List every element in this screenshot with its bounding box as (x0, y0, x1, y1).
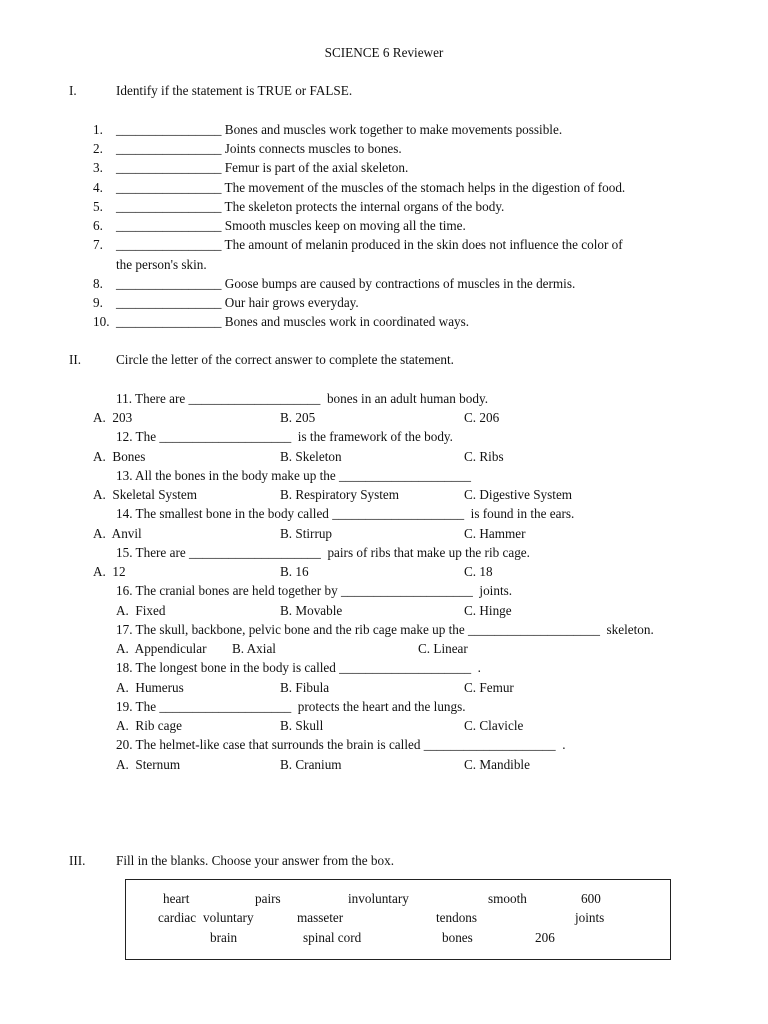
item-number: 9. (93, 295, 103, 310)
choice-c: C. Hammer (464, 526, 526, 541)
choice-a: A. 12 (93, 564, 126, 579)
section-1-instruction: Identify if the statement is TRUE or FALSE. (116, 83, 353, 98)
choice-a: A. Anvil (93, 526, 142, 541)
choice-c: C. Femur (464, 680, 514, 695)
question: 17. The skull, backbone, pelvic bone and the rib cage make up the ____________________ skeleton. (116, 622, 654, 637)
true-false-item: ________________ Joints connects muscles to bones. (116, 141, 402, 156)
question: 12. The ____________________ is the framework of the body. (116, 429, 453, 444)
word-bank-item: brain (210, 930, 238, 945)
true-false-item: ________________ Smooth muscles keep on moving all the time. (116, 218, 466, 233)
true-false-item: ________________ The movement of the muscles of the stomach helps in the digestion of food. (116, 180, 626, 195)
item-number: 4. (93, 180, 103, 195)
choice-b: B. Fibula (280, 680, 330, 695)
choice-b: B. Cranium (280, 757, 342, 772)
true-false-item: ________________ Bones and muscles work together to make movements possible. (116, 122, 563, 137)
section-2-instruction: Circle the letter of the correct answer to complete the statement. (116, 352, 454, 367)
choice-a: A. Sternum (116, 757, 181, 772)
word-bank-item: voluntary (203, 910, 254, 925)
choice-a: A. Appendicular (116, 641, 207, 656)
item-number: 1. (93, 122, 103, 137)
choice-c: C. Clavicle (464, 718, 524, 733)
item-number: 6. (93, 218, 103, 233)
word-bank-item: 600 (581, 891, 601, 906)
choice-a: A. Skeletal System (93, 487, 198, 502)
choice-a: A. Humerus (116, 680, 184, 695)
section-3-instruction: Fill in the blanks. Choose your answer from the box. (116, 853, 394, 868)
item-number: 10. (93, 314, 110, 329)
choice-b: B. 16 (280, 564, 309, 579)
question: 14. The smallest bone in the body called ____________________ is found in the ears. (116, 506, 575, 521)
word-bank-item: tendons (436, 910, 478, 925)
item-number: 2. (93, 141, 103, 156)
section-2-numeral: II. (69, 352, 82, 367)
word-bank-item: cardiac (158, 910, 197, 925)
choice-c: C. Linear (418, 641, 468, 656)
choice-b: B. Skull (280, 718, 324, 733)
word-bank-item: involuntary (348, 891, 409, 906)
question: 19. The ____________________ protects the heart and the lungs. (116, 699, 466, 714)
item-number: 8. (93, 276, 103, 291)
choice-b: B. 205 (280, 410, 316, 425)
item-number: 3. (93, 160, 103, 175)
question: 20. The helmet-like case that surrounds the brain is called ____________________ . (116, 737, 566, 752)
item-number: 5. (93, 199, 103, 214)
true-false-item-continuation: the person's skin. (116, 257, 207, 272)
true-false-item: ________________ The amount of melanin produced in the skin does not influence the color of (116, 237, 623, 252)
question: 11. There are ____________________ bones in an adult human body. (116, 391, 488, 406)
question: 13. All the bones in the body make up the ____________________ (116, 468, 471, 483)
word-bank-item: spinal cord (303, 930, 362, 945)
choice-b: B. Axial (232, 641, 276, 656)
choice-c: C. Hinge (464, 603, 512, 618)
section-1-numeral: I. (69, 83, 77, 98)
true-false-item: ________________ Femur is part of the axial skeleton. (116, 160, 409, 175)
word-bank-item: joints (575, 910, 605, 925)
choice-c: C. Mandible (464, 757, 530, 772)
word-bank-item: smooth (488, 891, 527, 906)
item-number: 7. (93, 237, 103, 252)
choice-c: C. Digestive System (464, 487, 573, 502)
word-bank-item: heart (163, 891, 190, 906)
true-false-item: ________________ Goose bumps are caused by contractions of muscles in the dermis. (116, 276, 576, 291)
choice-c: C. 18 (464, 564, 493, 579)
question: 15. There are ____________________ pairs of ribs that make up the rib cage. (116, 545, 530, 560)
question: 18. The longest bone in the body is called ____________________ . (116, 660, 481, 675)
true-false-item: ________________ Bones and muscles work in coordinated ways. (116, 314, 470, 329)
true-false-item: ________________ The skeleton protects the internal organs of the body. (116, 199, 505, 214)
word-bank-item: 206 (535, 930, 555, 945)
section-3-numeral: III. (69, 853, 86, 868)
choice-b: B. Stirrup (280, 526, 333, 541)
choice-a: A. Fixed (116, 603, 166, 618)
choice-c: C. 206 (464, 410, 500, 425)
word-bank-item: pairs (255, 891, 281, 906)
page-title: SCIENCE 6 Reviewer (324, 45, 444, 60)
choice-a: A. Bones (93, 449, 146, 464)
true-false-item: ________________ Our hair grows everyday. (116, 295, 359, 310)
word-bank-item: masseter (297, 910, 344, 925)
choice-b: B. Respiratory System (280, 487, 400, 502)
word-bank-item: bones (442, 930, 473, 945)
choice-b: B. Movable (280, 603, 343, 618)
question: 16. The cranial bones are held together by ____________________ joints. (116, 583, 513, 598)
choice-c: C. Ribs (464, 449, 504, 464)
choice-a: A. 203 (93, 410, 133, 425)
choice-a: A. Rib cage (116, 718, 182, 733)
choice-b: B. Skeleton (280, 449, 342, 464)
